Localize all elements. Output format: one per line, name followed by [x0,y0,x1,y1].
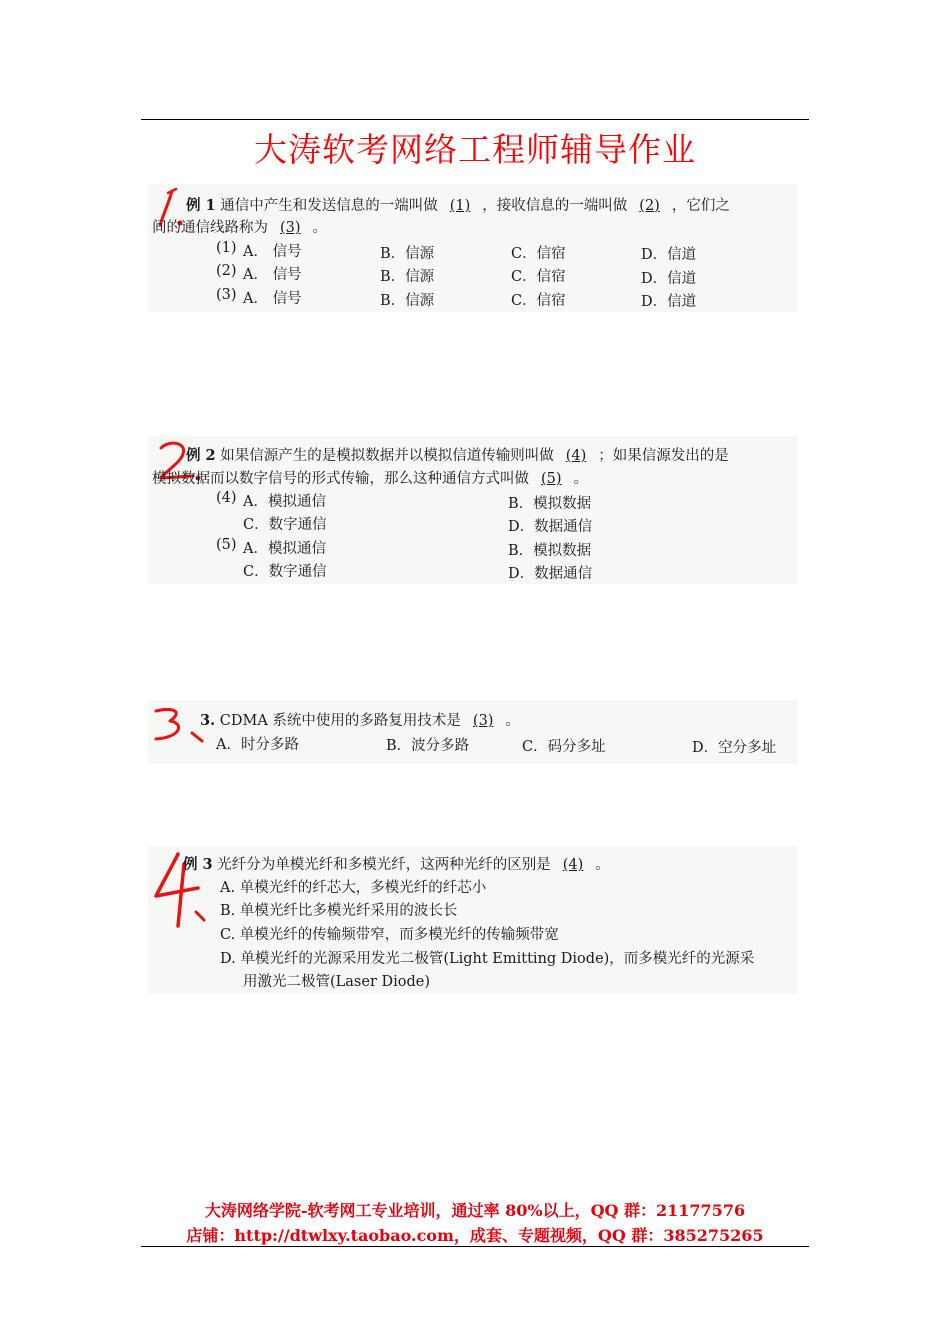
q3-option-d: D．空分多址 [692,740,777,756]
q1-row1-a: A． 信号 [243,244,302,260]
q1-blank-3: (3) [280,220,301,236]
q3-option-b: B．波分多路 [386,738,470,754]
q1-stem-line2: 间的通信线路称为 (3) 。 [152,220,328,236]
q4-option-d-line1: D. 单模光纤的光源采用发光二极管(Light Emitting Diode)，而多模光纤的光源采 [220,951,755,967]
q3-option-c: C．码分多址 [522,739,606,755]
q4-option-c: C. 单模光纤的传输频带窄，而多模光纤的传输频带宽 [220,927,559,943]
q2-row1-b: B．模拟数据 [508,496,592,512]
q4-stem: 例 3 光纤分为单模光纤和多模光纤，这两种光纤的区别是 (4) 。 [183,856,610,873]
q1-row2-num: (2) [216,263,237,279]
q1-row2-a: A． 信号 [243,267,302,283]
q1-label: 例 1 [186,197,216,214]
q3-stem: 3. CDMA 系统中使用的多路复用技术是 (3) 。 [200,712,520,729]
footer-line-1: 大涛网络学院-软考网工专业培训，通过率 80%以上，QQ 群：21177576 [204,1201,746,1220]
q3-option-a: A．时分多路 [216,737,299,753]
q1-row2-b: B．信源 [380,269,435,285]
q2-blank-4: (4) [565,448,587,464]
q4-option-b: B. 单模光纤比多模光纤采用的波长长 [220,903,458,919]
footer-line-2: 店铺：http://dtwlxy.taobao.com，成套、专题视频，QQ 群：385275265 [186,1226,764,1245]
q1-blank-2: (2) [639,198,660,214]
q1-row1-num: (1) [216,240,237,256]
q2-row2-b: D．数据通信 [508,519,593,535]
q1-row1-b: B．信源 [380,246,435,262]
q1-row1-c: C．信宿 [511,246,566,262]
page-title: 大涛软考网络工程师辅导作业 [254,130,696,169]
header-rule [141,119,809,120]
q1-stem-line1: 例 1 通信中产生和发送信息的一端叫做 (1) ，接收信息的一端叫做 (2) ，它们之 [186,197,730,214]
q2-row2-a: C．数字通信 [243,517,327,533]
q4-blank-4: (4) [562,857,584,873]
q2-row1-a: A．模拟通信 [243,494,326,510]
q4-option-d-line2: 用激光二极管(Laser Diode) [243,974,431,990]
q2-stem-line2: 模拟数据而以数字信号的形式传输，那么这种通信方式叫做 (5) 。 [152,471,589,487]
q1-row2-d: D．信道 [641,271,697,287]
footer-rule [141,1246,809,1247]
q2-row3-b: B．模拟数据 [508,543,592,559]
q1-row3-c: C．信宿 [511,293,566,309]
q4-option-a: A. 单模光纤的纤芯大，多模光纤的纤芯小 [220,880,487,896]
q4-label: 例 3 [183,856,213,873]
q1-row1-d: D．信道 [641,247,697,263]
q1-row2-c: C．信宿 [511,269,566,285]
q3-blank-3: (3) [472,713,494,729]
q2-row4-b: D．数据通信 [508,566,593,582]
q1-blank-1: (1) [449,198,471,214]
q1-row3-b: B．信源 [380,293,435,309]
q1-row3-num: (3) [216,287,237,303]
q2-row3-num: (5) [216,537,237,553]
q2-label: 例 2 [186,447,216,464]
q2-row3-a: A．模拟通信 [243,541,326,557]
q2-stem-line1: 例 2 如果信源产生的是模拟数据并以模拟信道传输则叫做 (4) ；如果信源发出的是 [186,447,729,464]
q2-blank-5: (5) [541,471,562,487]
q1-row3-a: A． 信号 [243,291,302,307]
q3-label: 3. [200,712,216,729]
q1-row3-d: D．信道 [641,294,697,310]
q2-row1-num: (4) [216,490,237,506]
q2-row4-a: C．数字通信 [243,564,327,580]
